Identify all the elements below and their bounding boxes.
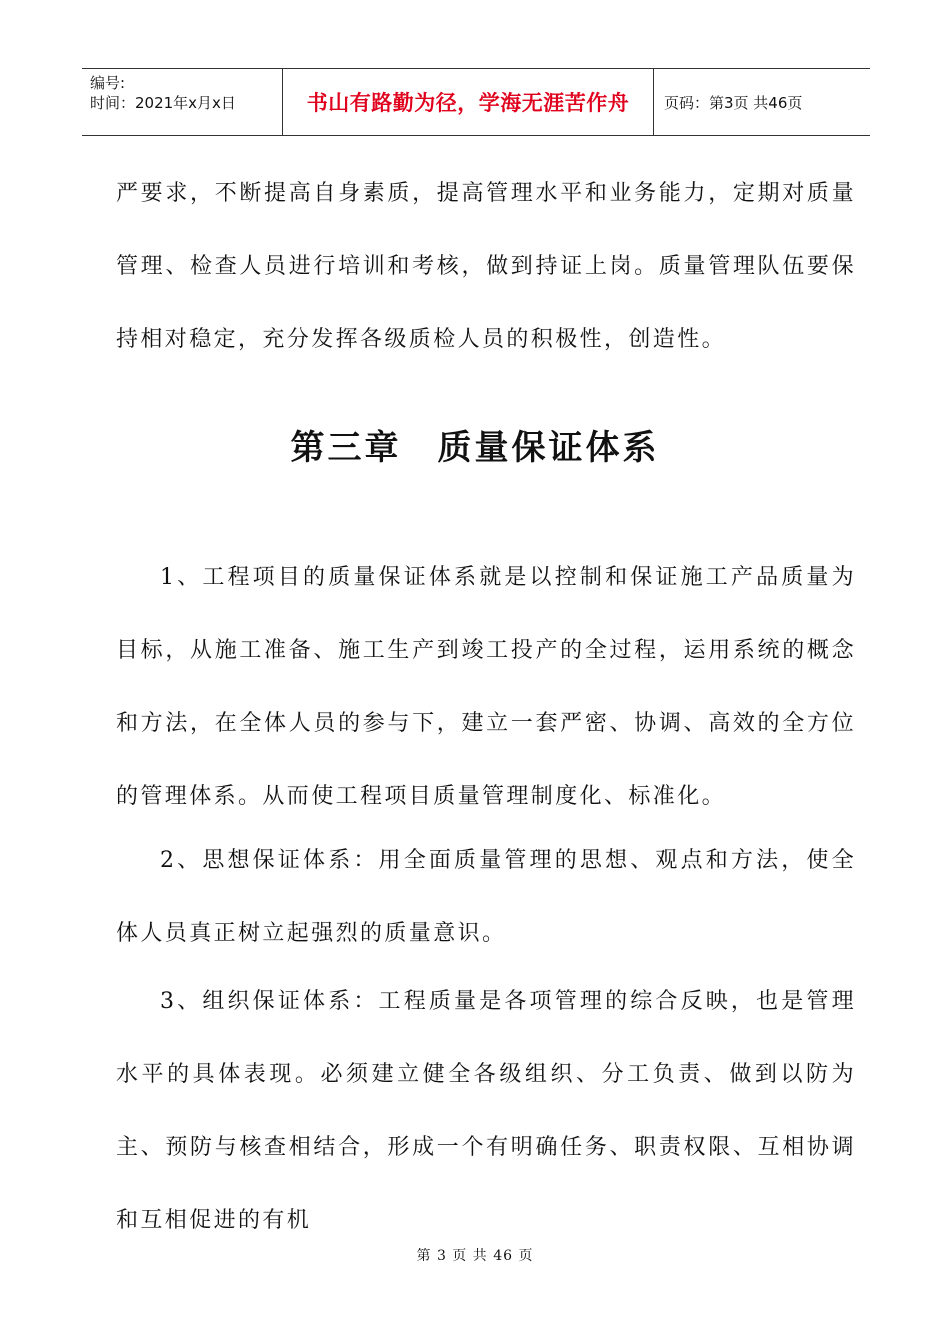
paragraph-item-2: 2、思想保证体系：用全面质量管理的思想、观点和方法，使全体人员真正树立起强烈的质量意识。 <box>116 848 856 946</box>
header-motto: 书山有路勤为径，学海无涯苦作舟 <box>306 91 630 115</box>
chapter-heading <box>0 420 950 469</box>
paragraph-item-3: 3、组织保证体系：工程质量是各项管理的综合反映，也是管理水平的具体表现。必须建立健全各级组织、分工负责、做到以防为主、预防与核查相结合，形成一个有明确任务、职责权限、互相协调和互相促进的有机 <box>116 989 856 1233</box>
paragraph-item-1: 1、工程项目的质量保证体系就是以控制和保证施工产品质量为目标，从施工准备、施工生产到竣工投产的全过程，运用系统的概念和方法，在全体人员的参与下，建立一套严密、协调、高效的全方位的管理体系。从而使工程项目质量管理制度化、标准化。 <box>116 565 856 809</box>
header-page-info: 页码：第3页 共46页 <box>664 93 803 112</box>
paragraph-continuation: 严要求，不断提高自身素质，提高管理水平和业务能力，定期对质量管理、检查人员进行培训和考核，做到持证上岗。质量管理队伍要保持相对稳定，充分发挥各级质检人员的积极性，创造性。 <box>116 181 856 352</box>
header-meta <box>82 69 282 135</box>
document-date: 时间：2021年x月x日 <box>90 94 236 112</box>
chapter-title: 质量保证体系 <box>437 428 660 468</box>
page-header <box>82 68 870 136</box>
page-footer: 第 3 页 共 46 页 <box>416 1248 534 1264</box>
header-motto-cell <box>282 69 654 135</box>
document-number-label: 编号: <box>90 74 126 92</box>
chapter-number: 第三章 <box>290 428 402 468</box>
